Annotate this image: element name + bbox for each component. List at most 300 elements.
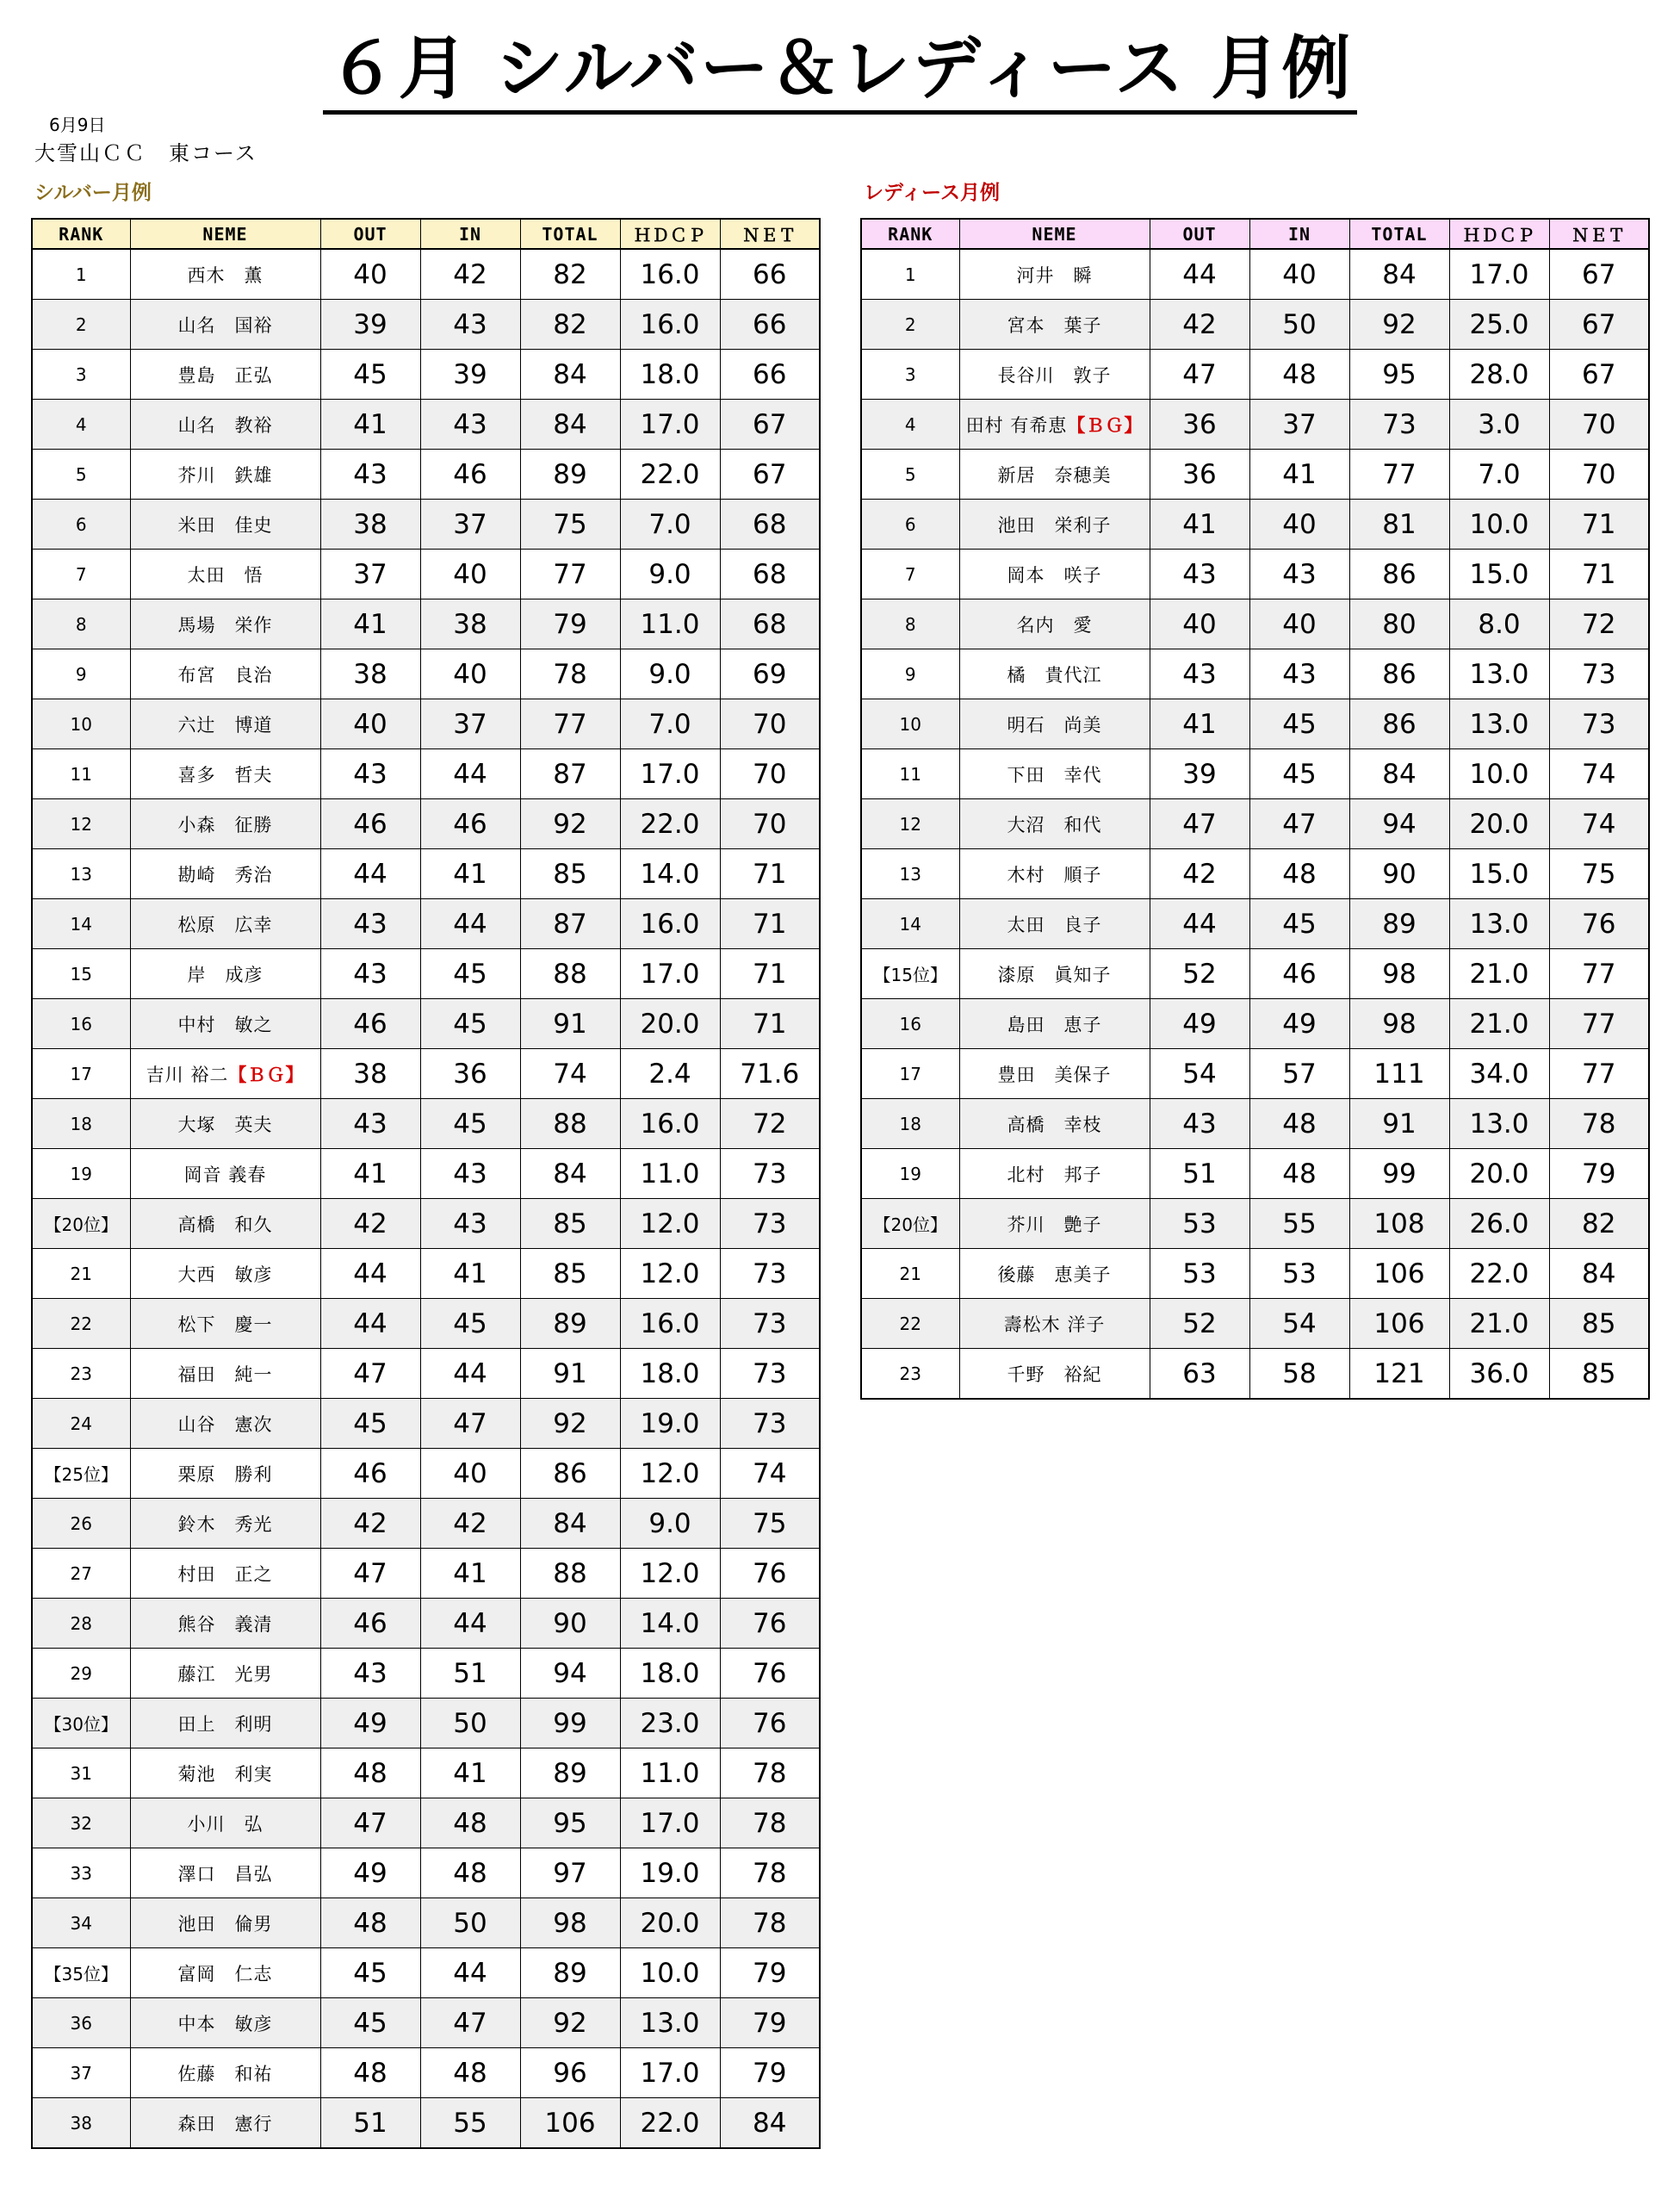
in-score: 48 [420,1798,520,1848]
header-in: IN [1249,219,1349,249]
net-score: 84 [1549,1249,1649,1299]
hdcp-value: 34.0 [1449,1049,1549,1099]
player-name: 鈴木 秀光 [130,1499,320,1549]
in-score: 40 [1249,500,1349,550]
out-score: 38 [320,649,420,699]
table-row [861,949,1649,999]
table-row [32,949,820,999]
out-score: 40 [1150,599,1249,649]
out-score: 44 [320,1249,420,1299]
in-score: 47 [1249,799,1349,849]
table-row [32,500,820,550]
total-score: 94 [520,1649,620,1699]
hdcp-value: 9.0 [620,1499,720,1549]
net-score: 71 [720,849,820,899]
in-score: 50 [420,1699,520,1748]
total-score: 96 [520,2048,620,2098]
net-score: 84 [720,2098,820,2149]
rank-cell: 14 [32,899,130,949]
net-score: 73 [720,1399,820,1449]
net-score: 71 [1549,500,1649,550]
player-name: 太田 悟 [130,550,320,599]
player-name: 福田 純一 [130,1349,320,1399]
table-row [32,1998,820,2048]
net-score: 73 [720,1349,820,1399]
out-score: 40 [320,249,420,300]
player-name: 豊田 美保子 [959,1049,1150,1099]
in-score: 50 [420,1898,520,1948]
ladies-section-title: レディース月例 [864,182,1001,204]
player-name: 山名 教裕 [130,400,320,450]
total-score: 95 [1349,350,1449,400]
page-title-text: ６月 シルバー＆レディース 月例 [323,28,1358,115]
rank-cell: 27 [32,1549,130,1599]
hdcp-value: 17.0 [620,2048,720,2098]
out-score: 43 [320,450,420,500]
table-row [32,350,820,400]
hdcp-value: 14.0 [620,1599,720,1649]
total-score: 89 [520,450,620,500]
player-name: 島田 恵子 [959,999,1150,1049]
hdcp-value: 18.0 [620,350,720,400]
total-score: 94 [1349,799,1449,849]
in-score: 51 [420,1649,520,1699]
hdcp-value: 7.0 [620,500,720,550]
out-score: 40 [320,699,420,749]
in-score: 48 [1249,350,1349,400]
hdcp-value: 10.0 [1449,749,1549,799]
rank-cell: 3 [861,350,959,400]
net-score: 73 [720,1299,820,1349]
net-score: 73 [720,1199,820,1249]
player-name: 小森 征勝 [130,799,320,849]
hdcp-value: 25.0 [1449,300,1549,350]
player-name: 長谷川 敦子 [959,350,1150,400]
player-name [959,400,1150,450]
net-score: 67 [720,450,820,500]
table-row [861,350,1649,400]
hdcp-value: 17.0 [620,949,720,999]
table-row [32,1499,820,1549]
course-name: 大雪山ＣＣ 東コース [34,141,257,165]
hdcp-value: 20.0 [1449,1149,1549,1199]
in-score: 55 [1249,1199,1349,1249]
rank-cell: 9 [32,649,130,699]
net-score: 67 [720,400,820,450]
hdcp-value: 2.4 [620,1049,720,1099]
out-score: 36 [1150,400,1249,450]
total-score: 92 [520,1399,620,1449]
table-row [861,599,1649,649]
table-row [861,1099,1649,1149]
total-score: 106 [520,2098,620,2149]
table-row [32,1898,820,1948]
header-hdcp: ＨＤＣＰ [1449,219,1549,249]
hdcp-value: 22.0 [1449,1249,1549,1299]
table-row [32,1649,820,1699]
player-name: 池田 倫男 [130,1898,320,1948]
out-score: 39 [320,300,420,350]
player-name: 喜多 哲夫 [130,749,320,799]
hdcp-value: 22.0 [620,799,720,849]
out-score: 39 [1150,749,1249,799]
total-score: 84 [520,350,620,400]
player-name: 熊谷 義清 [130,1599,320,1649]
table-row [861,799,1649,849]
total-score: 80 [1349,599,1449,649]
out-score: 52 [1150,1299,1249,1349]
net-score: 75 [720,1499,820,1549]
rank-cell: 5 [32,450,130,500]
rank-cell: 6 [32,500,130,550]
hdcp-value: 12.0 [620,1449,720,1499]
rank-cell: 11 [32,749,130,799]
in-score: 41 [1249,450,1349,500]
net-score: 68 [720,599,820,649]
out-score: 46 [320,1599,420,1649]
player-name: 木村 順子 [959,849,1150,899]
total-score: 87 [520,749,620,799]
hdcp-value: 21.0 [1449,999,1549,1049]
rank-cell: 16 [861,999,959,1049]
player-name: 大塚 英夫 [130,1099,320,1149]
header-rank: RANK [32,219,130,249]
in-score: 47 [420,1399,520,1449]
player-name: 馬場 栄作 [130,599,320,649]
out-score: 43 [320,1649,420,1699]
player-name: 新居 奈穂美 [959,450,1150,500]
hdcp-value: 18.0 [620,1649,720,1699]
player-name: 岡本 咲子 [959,550,1150,599]
rank-cell: 1 [861,249,959,300]
total-score: 98 [520,1898,620,1948]
hdcp-value: 7.0 [620,699,720,749]
in-score: 36 [420,1049,520,1099]
player-name-text: 吉川 裕二 [146,1064,229,1085]
rank-cell: 【15位】 [861,949,959,999]
in-score: 58 [1249,1349,1349,1400]
rank-cell: 33 [32,1848,130,1898]
out-score: 54 [1150,1049,1249,1099]
rank-cell: 26 [32,1499,130,1549]
table-header-row [32,219,820,249]
out-score: 41 [320,1149,420,1199]
rank-cell: 24 [32,1399,130,1449]
hdcp-value: 13.0 [1449,1099,1549,1149]
hdcp-value: 11.0 [620,599,720,649]
rank-cell: 19 [861,1149,959,1199]
in-score: 41 [420,1748,520,1798]
out-score: 44 [1150,249,1249,300]
player-name: 池田 栄利子 [959,500,1150,550]
player-name: 宮本 葉子 [959,300,1150,350]
hdcp-value: 13.0 [1449,899,1549,949]
player-name: 北村 邦子 [959,1149,1150,1199]
in-score: 46 [1249,949,1349,999]
in-score: 50 [1249,300,1349,350]
player-name: 大西 敏彦 [130,1249,320,1299]
net-score: 71 [1549,550,1649,599]
in-score: 41 [420,849,520,899]
total-score: 95 [520,1798,620,1848]
rank-cell: 1 [32,249,130,300]
table-row [861,550,1649,599]
table-row [32,1549,820,1599]
total-score: 89 [520,1299,620,1349]
table-row [861,1199,1649,1249]
total-score: 97 [520,1848,620,1898]
net-score: 71.6 [720,1049,820,1099]
out-score: 44 [320,1299,420,1349]
table-row [32,450,820,500]
hdcp-value: 20.0 [620,1898,720,1948]
header-total: TOTAL [1349,219,1449,249]
table-row [861,400,1649,450]
total-score: 79 [520,599,620,649]
total-score: 91 [1349,1099,1449,1149]
table-row [32,1049,820,1099]
total-score: 88 [520,1549,620,1599]
rank-cell: 22 [861,1299,959,1349]
table-row [32,999,820,1049]
out-score: 47 [320,1549,420,1599]
total-score: 87 [520,899,620,949]
player-name: 大沼 和代 [959,799,1150,849]
hdcp-value: 7.0 [1449,450,1549,500]
player-name-text: 田村 有希恵 [965,414,1068,436]
table-row [861,500,1649,550]
net-score: 75 [1549,849,1649,899]
out-score: 53 [1150,1199,1249,1249]
table-row [861,1149,1649,1199]
hdcp-value: 10.0 [1449,500,1549,550]
net-score: 73 [720,1249,820,1299]
rank-cell: 2 [861,300,959,350]
total-score: 85 [520,1199,620,1249]
table-row [32,249,820,300]
out-score: 46 [320,999,420,1049]
rank-cell: 14 [861,899,959,949]
in-score: 45 [1249,899,1349,949]
player-name: 橘 貴代江 [959,649,1150,699]
out-score: 42 [320,1199,420,1249]
in-score: 43 [420,400,520,450]
player-name: 栗原 勝利 [130,1449,320,1499]
in-score: 45 [420,1099,520,1149]
table-row [32,1099,820,1149]
out-score: 43 [320,749,420,799]
net-score: 85 [1549,1349,1649,1400]
net-score: 85 [1549,1299,1649,1349]
out-score: 51 [320,2098,420,2149]
rank-cell: 【30位】 [32,1699,130,1748]
total-score: 91 [520,999,620,1049]
net-score: 78 [720,1798,820,1848]
net-score: 67 [1549,249,1649,300]
rank-cell: 10 [32,699,130,749]
net-score: 74 [1549,749,1649,799]
out-score: 42 [1150,300,1249,350]
table-row [861,1299,1649,1349]
in-score: 40 [420,550,520,599]
hdcp-value: 26.0 [1449,1199,1549,1249]
total-score: 91 [520,1349,620,1399]
table-row [32,1249,820,1299]
total-score: 92 [1349,300,1449,350]
table-row [32,550,820,599]
in-score: 44 [420,1948,520,1998]
total-score: 77 [520,699,620,749]
player-name: 松原 広幸 [130,899,320,949]
total-score: 99 [1349,1149,1449,1199]
header-net: ＮＥＴ [1549,219,1649,249]
silver-section-title: シルバー月例 [34,182,152,204]
hdcp-value: 22.0 [620,450,720,500]
out-score: 48 [320,2048,420,2098]
table-row [32,599,820,649]
net-score: 66 [720,300,820,350]
net-score: 78 [720,1748,820,1798]
total-score: 88 [520,1099,620,1149]
header-name: NEME [959,219,1150,249]
hdcp-value: 36.0 [1449,1349,1549,1400]
out-score: 45 [320,350,420,400]
table-row [32,1199,820,1249]
hdcp-value: 9.0 [620,550,720,599]
rank-cell: 18 [32,1099,130,1149]
rank-cell: 12 [32,799,130,849]
total-score: 84 [1349,249,1449,300]
total-score: 89 [520,1748,620,1798]
out-score: 46 [320,799,420,849]
in-score: 42 [420,249,520,300]
in-score: 45 [1249,749,1349,799]
player-name: 漆原 眞知子 [959,949,1150,999]
net-score: 76 [720,1549,820,1599]
in-score: 38 [420,599,520,649]
rank-cell: 36 [32,1998,130,2048]
hdcp-value: 15.0 [1449,550,1549,599]
rank-cell: 13 [861,849,959,899]
net-score: 74 [1549,799,1649,849]
in-score: 46 [420,799,520,849]
table-row [861,249,1649,300]
player-name: 高橋 和久 [130,1199,320,1249]
rank-cell: 【20位】 [861,1199,959,1249]
net-score: 76 [720,1699,820,1748]
header-in: IN [420,219,520,249]
hdcp-value: 13.0 [620,1998,720,2048]
player-name: 勘崎 秀治 [130,849,320,899]
player-name: 米田 佳史 [130,500,320,550]
header-out: OUT [320,219,420,249]
net-score: 78 [720,1848,820,1898]
net-score: 70 [720,799,820,849]
out-score: 49 [320,1848,420,1898]
table-row [32,1948,820,1998]
net-score: 70 [720,749,820,799]
out-score: 52 [1150,949,1249,999]
player-name: 澤口 昌弘 [130,1848,320,1898]
total-score: 84 [520,400,620,450]
hdcp-value: 18.0 [620,1349,720,1399]
rank-cell: 38 [32,2098,130,2149]
player-name: 菊池 利実 [130,1748,320,1798]
table-row [32,899,820,949]
hdcp-value: 10.0 [620,1948,720,1998]
hdcp-value: 12.0 [620,1199,720,1249]
rank-cell: 11 [861,749,959,799]
in-score: 45 [420,949,520,999]
net-score: 70 [1549,450,1649,500]
rank-cell: 17 [32,1049,130,1099]
hdcp-value: 17.0 [620,1798,720,1848]
ladies-results-table [860,218,1650,1400]
out-score: 43 [1150,550,1249,599]
out-score: 38 [320,1049,420,1099]
out-score: 47 [1150,799,1249,849]
total-score: 77 [1349,450,1449,500]
total-score: 85 [520,1249,620,1299]
in-score: 43 [420,300,520,350]
out-score: 43 [320,1099,420,1149]
player-name: 高橋 幸枝 [959,1099,1150,1149]
rank-cell: 37 [32,2048,130,2098]
total-score: 86 [1349,550,1449,599]
out-score: 42 [320,1499,420,1549]
player-name: 佐藤 和祐 [130,2048,320,2098]
player-name: 山谷 憲次 [130,1399,320,1449]
hdcp-value: 16.0 [620,1299,720,1349]
player-name: 藤江 光男 [130,1649,320,1699]
total-score: 74 [520,1049,620,1099]
out-score: 47 [320,1349,420,1399]
rank-cell: 【20位】 [32,1199,130,1249]
hdcp-value: 21.0 [1449,949,1549,999]
hdcp-value: 16.0 [620,1099,720,1149]
table-row [32,300,820,350]
hdcp-value: 3.0 [1449,400,1549,450]
table-row [32,749,820,799]
table-row [32,1699,820,1748]
net-score: 71 [720,949,820,999]
table-row [861,849,1649,899]
out-score: 41 [1150,699,1249,749]
in-score: 48 [1249,1149,1349,1199]
rank-cell: 7 [32,550,130,599]
table-row [32,799,820,849]
rank-cell: 6 [861,500,959,550]
in-score: 48 [1249,849,1349,899]
in-score: 41 [420,1549,520,1599]
total-score: 73 [1349,400,1449,450]
total-score: 84 [1349,749,1449,799]
net-score: 76 [720,1599,820,1649]
hdcp-value: 15.0 [1449,849,1549,899]
net-score: 79 [720,1948,820,1998]
net-score: 68 [720,550,820,599]
player-name: 西木 薫 [130,249,320,300]
in-score: 43 [420,1199,520,1249]
net-score: 82 [1549,1199,1649,1249]
total-score: 99 [520,1699,620,1748]
table-row [32,1349,820,1399]
player-name: 明石 尚美 [959,699,1150,749]
out-score: 37 [320,550,420,599]
player-name: 六辻 博道 [130,699,320,749]
rank-cell: 8 [32,599,130,649]
total-score: 121 [1349,1349,1449,1400]
